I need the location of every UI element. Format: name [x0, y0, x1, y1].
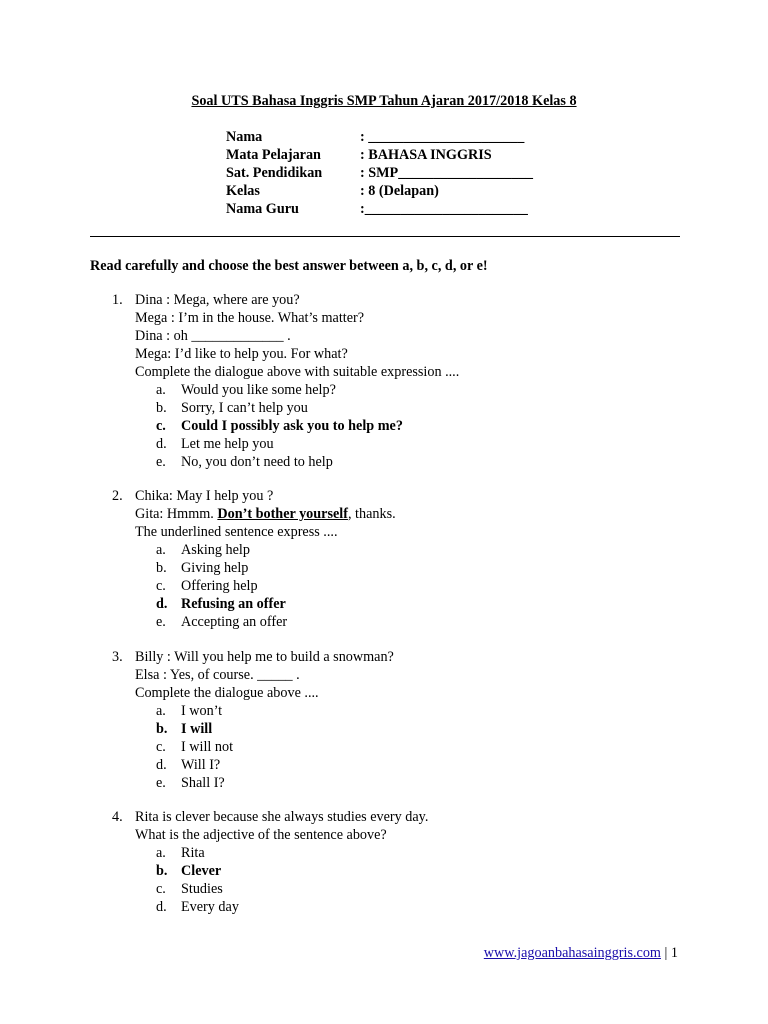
dialogue-line: Dina : Mega, where are you? — [135, 292, 300, 308]
option-letter: e. — [156, 454, 166, 470]
question-prompt: What is the adjective of the sentence above? — [135, 827, 387, 843]
option-letter: a. — [156, 542, 166, 558]
option-text: I won’t — [181, 703, 223, 719]
option-text: I will not — [181, 739, 234, 755]
info-label: Kelas — [226, 183, 260, 199]
question-prompt: Complete the dialogue above with suitable expression .... — [135, 364, 460, 380]
option-letter: c. — [156, 881, 166, 897]
instruction-text: Read carefully and choose the best answer between a, b, c, d, or e! — [90, 258, 488, 274]
option-letter: a. — [156, 845, 166, 861]
option-text: Rita — [181, 845, 205, 861]
answer-option-c[interactable] — [112, 417, 459, 435]
question-4 — [112, 808, 428, 916]
option-letter: d. — [156, 757, 167, 773]
underlined-expression: Don’t bother yourself — [217, 506, 348, 522]
option-text: Studies — [181, 881, 223, 897]
question-1 — [112, 291, 459, 471]
option-text: Will I? — [181, 757, 221, 773]
answer-option-a[interactable] — [112, 381, 459, 399]
footer-separator: | — [660, 945, 671, 961]
dialogue-line: Chika: May I help you ? — [135, 488, 274, 504]
option-letter: d. — [156, 596, 168, 612]
dialogue-line: Elsa : Yes, of course. _____ . — [135, 667, 300, 683]
question-number: 3. — [112, 649, 123, 665]
dialogue-line — [112, 505, 396, 523]
info-value: : BAHASA INGGRIS — [360, 147, 492, 163]
info-row-nama-guru — [226, 200, 533, 218]
answer-option-a[interactable] — [112, 541, 396, 559]
info-label: Nama Guru — [226, 201, 299, 217]
option-text: Shall I? — [181, 775, 225, 791]
answer-option-e[interactable] — [112, 453, 459, 471]
question-line — [112, 291, 459, 309]
info-row-mata-pelajaran — [226, 146, 533, 164]
option-letter: e. — [156, 614, 166, 630]
page-footer — [484, 944, 678, 962]
dialogue-line: Billy : Will you help me to build a snowman? — [135, 649, 394, 665]
question-line — [112, 487, 396, 505]
question-number: 2. — [112, 488, 123, 504]
answer-option-d[interactable] — [112, 435, 459, 453]
option-letter: b. — [156, 560, 167, 576]
answer-option-b[interactable] — [112, 862, 428, 880]
option-letter: d. — [156, 899, 167, 915]
option-text: Every day — [181, 899, 239, 915]
info-value: : ______________________ — [360, 129, 525, 145]
option-text: I will — [181, 721, 213, 737]
option-text: Let me help you — [181, 436, 274, 452]
question-number: 1. — [112, 292, 123, 308]
option-text: Asking help — [181, 542, 250, 558]
info-label: Nama — [226, 129, 263, 145]
option-text: Refusing an offer — [181, 596, 286, 612]
question-number: 4. — [112, 809, 123, 825]
info-value: : 8 (Delapan) — [360, 183, 439, 199]
dialogue-text: , thanks. — [347, 506, 396, 522]
option-letter: e. — [156, 775, 166, 791]
info-row-nama — [226, 128, 533, 146]
option-text: Giving help — [181, 560, 249, 576]
option-letter: b. — [156, 863, 168, 879]
question-prompt: The underlined sentence express .... — [135, 524, 338, 540]
answer-option-e[interactable] — [112, 613, 396, 631]
page-number: 1 — [670, 945, 678, 961]
dialogue-line: Mega : I’m in the house. What’s matter? — [135, 310, 365, 326]
option-letter: c. — [156, 418, 166, 434]
dialogue-text: Gita: Hmmm. — [135, 506, 218, 522]
student-info-block — [226, 128, 533, 218]
info-row-sat-pendidikan — [226, 164, 533, 182]
answer-option-d[interactable] — [112, 898, 428, 916]
answer-option-b[interactable] — [112, 399, 459, 417]
option-text: Clever — [181, 863, 222, 879]
answer-option-b[interactable] — [112, 720, 394, 738]
option-letter: b. — [156, 721, 168, 737]
option-letter: b. — [156, 400, 167, 416]
option-letter: a. — [156, 703, 166, 719]
answer-option-a[interactable] — [112, 844, 428, 862]
document-title: Soal UTS Bahasa Inggris SMP Tahun Ajaran 2017/2018 Kelas 8 — [191, 93, 577, 109]
question-line — [112, 808, 428, 826]
answer-option-d[interactable] — [112, 595, 396, 613]
website-link[interactable]: www.jagoanbahasainggris.com — [483, 945, 661, 961]
answer-option-c[interactable] — [112, 738, 394, 756]
option-text: Accepting an offer — [181, 614, 288, 630]
question-line — [112, 648, 394, 666]
option-text: Offering help — [181, 578, 258, 594]
answer-option-a[interactable] — [112, 702, 394, 720]
answer-option-c[interactable] — [112, 577, 396, 595]
option-letter: d. — [156, 436, 167, 452]
horizontal-divider — [90, 236, 680, 237]
info-label: Sat. Pendidikan — [226, 165, 323, 181]
answer-option-b[interactable] — [112, 559, 396, 577]
answer-option-c[interactable] — [112, 880, 428, 898]
question-prompt: Complete the dialogue above .... — [135, 685, 319, 701]
question-sentence: Rita is clever because she always studies every day. — [135, 809, 429, 825]
answer-option-e[interactable] — [112, 774, 394, 792]
question-2 — [112, 487, 396, 631]
option-text: Would you like some help? — [181, 382, 336, 398]
info-value: : SMP___________________ — [360, 165, 534, 181]
dialogue-line: Dina : oh _____________ . — [135, 328, 291, 344]
question-3 — [112, 648, 394, 792]
option-letter: c. — [156, 739, 166, 755]
dialogue-line: Mega: I’d like to help you. For what? — [135, 346, 348, 362]
option-text: Could I possibly ask you to help me? — [181, 418, 403, 434]
info-value: :_______________________ — [360, 201, 528, 217]
option-text: Sorry, I can’t help you — [181, 400, 308, 416]
option-letter: a. — [156, 382, 166, 398]
option-text: No, you don’t need to help — [181, 454, 333, 470]
info-row-kelas — [226, 182, 533, 200]
info-label: Mata Pelajaran — [226, 147, 321, 163]
option-letter: c. — [156, 578, 166, 594]
answer-option-d[interactable] — [112, 756, 394, 774]
